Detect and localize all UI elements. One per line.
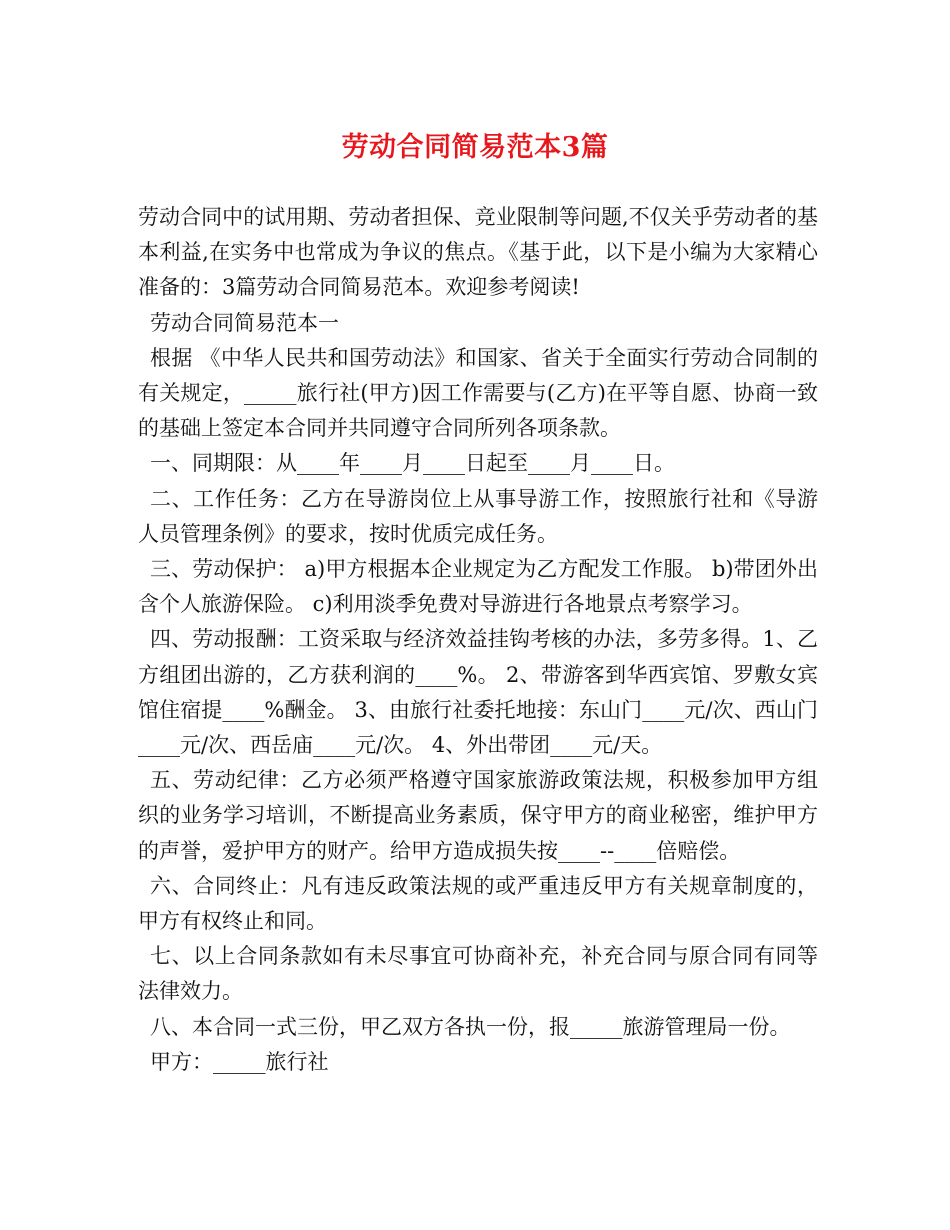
clause-discipline: 五、劳动纪律：乙方必须严格遵守国家旅游政策法规，积极参加甲方组织的业务学习培训，不断提高业务素质，保守甲方的商业秘密，维护甲方的声誉，爱护甲方的财产。给甲方造成损失按____--____倍赔偿。 xyxy=(138,768,818,863)
document-body xyxy=(138,200,818,1080)
document-title: 劳动合同简易范本3篇 xyxy=(341,132,609,163)
clause-copies: 八、本合同一式三份，甲乙双方各执一份，报_____旅游管理局一份。 xyxy=(150,1014,791,1039)
clause-labor-protection: 三、劳动保护： a)甲方根据本企业规定为乙方配发工作服。 b)带团外出含个人旅游保险。 c)利用淡季免费对导游进行各地景点考察学习。 xyxy=(138,557,818,617)
clause-term: 一、同期限：从____年____月____日起至____月____日。 xyxy=(150,451,675,476)
party-a-signature-line: 甲方：_____旅行社 xyxy=(150,1049,329,1074)
contract-preamble: 根据 《中华人民共和国劳动法》和国家、省关于全面实行劳动合同制的有关规定，_____旅行社(甲方)因工作需要与(乙方)在平等自愿、协商一致的基础上签定本合同并共同遵守合同所列各项条款。 xyxy=(138,345,818,441)
clause-remuneration: 四、劳动报酬：工资采取与经济效益挂钩考核的办法，多劳多得。1、乙方组团出游的，乙方获利润的____%。 2、带游客到华西宾馆、罗敷女宾馆住宿提____%酬金。 3、由旅行社委托地接：东山门____元/次、西山门____元/次、西岳庙____元/次。 4、外出带团____元/天。 xyxy=(138,627,818,758)
section-heading: 劳动合同简易范本一 xyxy=(150,310,339,335)
clause-termination: 六、合同终止：凡有违反政策法规的或严重违反甲方有关规章制度的，甲方有权终止和同。 xyxy=(138,873,818,934)
clause-work-task: 二、工作任务：乙方在导游岗位上从事导游工作，按照旅行社和《导游人员管理条例》的要求，按时优质完成任务。 xyxy=(138,486,818,546)
intro-paragraph: 劳动合同中的试用期、劳动者担保、竞业限制等问题,不仅关乎劳动者的基本利益,在实务中也常成为争议的焦点。《基于此，以下是小编为大家精心准备的：3篇劳动合同简易范本。欢迎参考阅读! xyxy=(138,205,818,300)
clause-supplement: 七、以上合同条款如有未尽事宜可协商补充，补充合同与原合同有同等法律效力。 xyxy=(138,944,818,1004)
